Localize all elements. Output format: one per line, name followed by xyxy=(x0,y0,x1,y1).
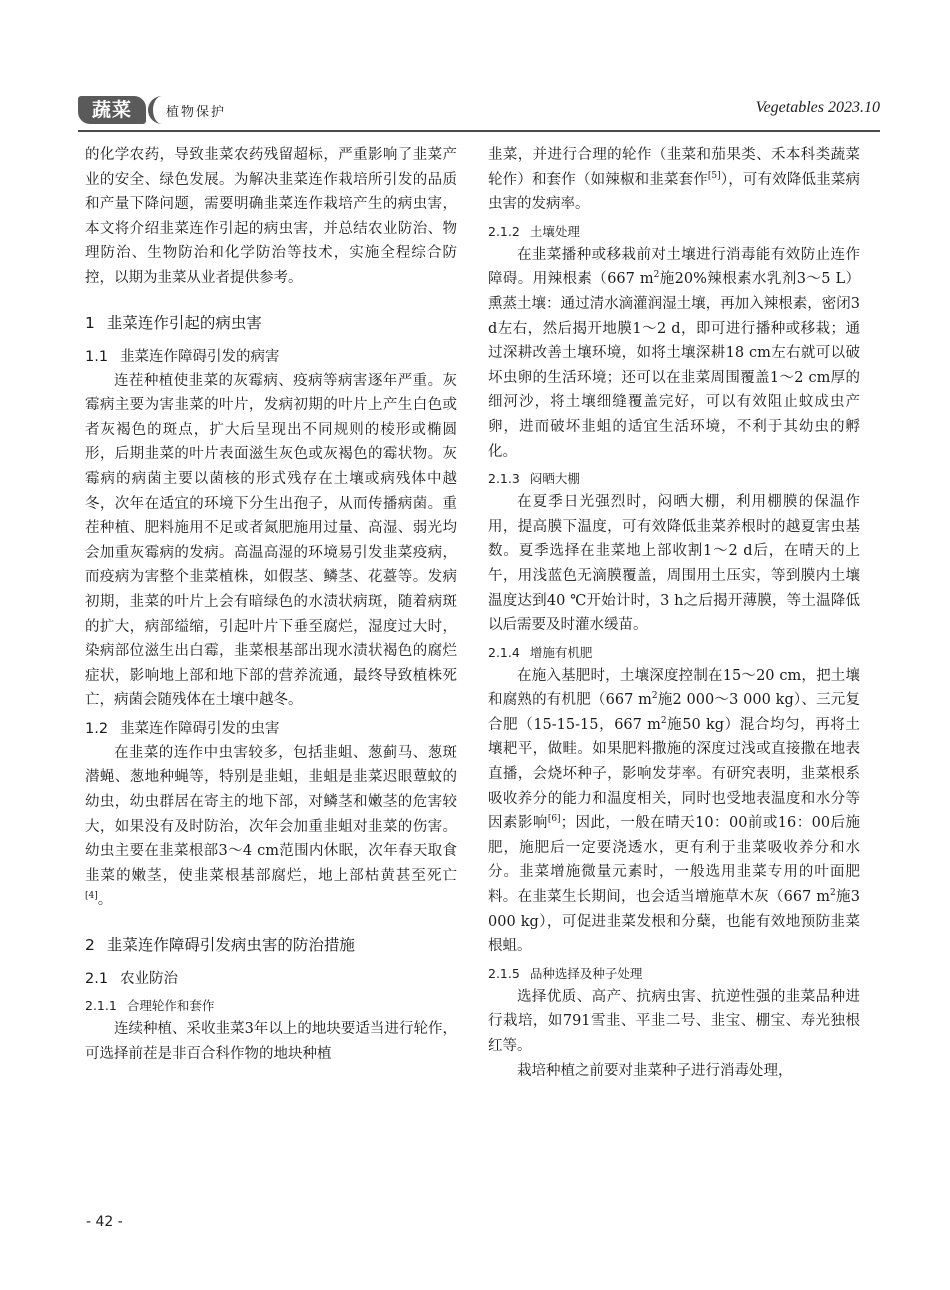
heading-number: 1.1 xyxy=(85,348,109,365)
heading-title: 韭菜连作障碍引发病虫害的防治措施 xyxy=(106,936,355,955)
heading-title: 韭菜连作障碍引发的虫害 xyxy=(120,720,280,737)
heading-2-1-1 xyxy=(85,995,457,1017)
right-column xyxy=(488,143,860,1083)
page-header xyxy=(78,96,880,126)
heading-number: 1.2 xyxy=(85,720,109,737)
paragraph-2-1-3: 在夏季日光强烈时，闷晒大棚，利用棚膜的保温作用，提高膜下温度，可有效降低韭菜养根时的越夏害虫基数。夏季选择在韭菜地上部收割1～2 d后，在晴天的上午，用浅蓝色无滴膜覆盖，周围用土压实，等到膜内土壤温度达到40 ℃开始计时，3 h之后揭开薄膜，等土温降低以后需要及时灌水缓苗。 xyxy=(488,494,860,634)
heading-number: 2.1.3 xyxy=(488,471,520,487)
heading-1 xyxy=(85,311,457,335)
citation: [5] xyxy=(707,170,721,181)
superscript: 2 xyxy=(829,888,836,899)
citation: [4] xyxy=(85,891,98,902)
heading-title: 增施有机肥 xyxy=(529,644,593,660)
text: 施20%辣根素水乳剂3～5 L）熏蒸土壤：通过清水滴灌润湿土壤，再加入辣根素，密闭3 d左右，然后揭开地膜1～2 d，即可进行播种或移栽；通过深耕改善土壤环境，如将土壤深耕18 cm左右就可以破坏虫卵的生活环境；还可以在韭菜周围覆盖1～2 cm厚的细河沙，将土壤细缝覆盖完好，可以有效阻止蚊成虫产卵，进而破坏韭蛆的适宜生活环境，不利于其幼虫的孵化。 xyxy=(488,271,860,460)
journal-issue: Vegetables 2023.10 xyxy=(755,99,880,116)
paragraph-2-1-4 xyxy=(488,664,860,959)
superscript: 2 xyxy=(651,691,658,702)
heading-title: 韭菜连作障碍引发的病害 xyxy=(120,348,280,365)
heading-2-1-4 xyxy=(488,642,860,664)
heading-2-1 xyxy=(85,967,457,991)
text: 。 xyxy=(97,892,113,909)
header-divider xyxy=(78,130,880,132)
text: 在韭菜的连作中虫害较多，包括韭蛆、葱蓟马、葱斑潜蝇、葱地种蝇等，特别是韭蛆，韭蛆是韭菜迟眼蕈蚊的幼虫，幼虫群居在寄主的地下部，对鳞茎和嫩茎的危害较大，如果没有及时防治，次年会加重韭蛆对韭菜的伤害。幼虫主要在韭菜根部3～4 cm范围内休眠，次年春天取食韭菜的嫩茎，使韭菜根基部腐烂，地上部枯黄甚至死亡 xyxy=(85,744,457,884)
paragraph-2-1-5: 选择优质、高产、抗病虫害、抗逆性强的韭菜品种进行栽培，如791雪韭、平韭二号、韭宝、棚宝、寿光独根红等。 xyxy=(488,988,860,1054)
paragraph-2-1-5-b: 栽培种植之前要对韭菜种子进行消毒处理， xyxy=(517,1062,793,1079)
paragraph-1-2 xyxy=(85,741,457,913)
section-name: 植物保护 xyxy=(166,105,227,120)
page-number: - 42 - xyxy=(86,1214,123,1230)
text: ；因此，一般在晴天10：00前或16：00后施肥，施肥后一定要浇透水，更有利于韭菜吸收养分和水分。韭菜增施微量元素时，一般选用韭菜专用的叶面肥料。在韭菜生长期间，也会适当增施草木灰（667 m xyxy=(488,815,860,906)
heading-title: 品种选择及种子处理 xyxy=(529,965,643,981)
intro-paragraph: 的化学农药，导致韭菜农药残留超标，严重影响了韭菜产业的安全、绿色发展。为解决韭菜连作栽培所引发的品质和产量下降问题，需要明确韭菜连作栽培产生的病虫害，本文将介绍韭菜连作引起的病虫害，并总结农业防治、物理防治、生物防治和化学防治等技术，实施全程综合防控，以期为韭菜从业者提供参考。 xyxy=(85,147,457,286)
heading-2 xyxy=(85,933,457,957)
text: ），可有效降低韭菜病虫害的发病率。 xyxy=(488,171,861,213)
text: 在施入基肥时，土壤深度控制在15～20 cm，把土壤和腐熟的有机肥（667 m xyxy=(488,667,860,709)
superscript: 2 xyxy=(653,270,660,281)
citation: [6] xyxy=(547,814,561,825)
text: 施2 000～3 000 kg）、三元复合肥（15-15-15，667 m xyxy=(488,692,860,733)
heading-title: 农业防治 xyxy=(120,971,179,988)
heading-1-1 xyxy=(85,345,457,369)
heading-2-1-2 xyxy=(488,221,860,243)
heading-title: 闷晒大棚 xyxy=(529,471,580,487)
left-column xyxy=(85,143,457,1066)
paragraph-1-1: 连茬种植使韭菜的灰霉病、疫病等病害逐年严重。灰霉病主要为害韭菜的叶片，发病初期的叶片上产生白色或者灰褐色的斑点，扩大后呈现出不同规则的棱形或椭圆形，后期韭菜的叶片表面滋生灰色或灰褐色的霉状物。灰霉病的病菌主要以菌核的形式残存在土壤或病残体中越冬，次年在适宜的环境下分生出孢子，从而传播病菌。重茬种植、肥料施用不足或者氮肥施用过量、高湿、弱光均会加重灰霉病的发病。高温高湿的环境易引发韭菜疫病，而疫病为害整个韭菜植株，如假茎、鳞茎、花薹等。发病初期，韭菜的叶片上会有暗绿色的水渍状病斑，随着病斑的扩大，病部缢缩，引起叶片下垂至腐烂，湿度过大时，染病部位滋生出白霉，韭菜根基部出现水渍状褐色的腐烂症状，影响地上部和地下部的营养流通，最终导致植株死亡，病菌会随残体在土壤中越冬。 xyxy=(85,372,457,709)
heading-number: 2.1.1 xyxy=(85,998,117,1014)
heading-2-1-3 xyxy=(488,468,860,490)
superscript: 2 xyxy=(660,716,667,727)
paragraph-2-1-1-continued xyxy=(488,143,860,217)
text: 韭菜，并进行合理的轮作（韭菜和茄果类、禾本科类蔬菜轮作）和套作（如辣椒和韭菜套作 xyxy=(488,147,860,188)
heading-number: 2.1.4 xyxy=(488,644,520,660)
logo-bracket-decoration xyxy=(148,96,162,124)
heading-title: 土壤处理 xyxy=(529,223,580,239)
heading-number: 2.1.2 xyxy=(488,223,520,239)
text: 施50 kg）混合均匀，再将土壤耙平，做畦。如果肥料撒施的深度过浅或直接撒在地表直播，会烧坏种子，影响发芽率。有研究表明，韭菜根系吸收养分的能力和温度相关，同时也受地表温度和水分等因素影响 xyxy=(488,716,860,832)
journal-logo: 蔬菜 xyxy=(78,96,146,124)
heading-number: 1 xyxy=(85,313,95,332)
paragraph-2-1-2 xyxy=(488,243,860,464)
heading-number: 2 xyxy=(85,936,95,955)
heading-2-1-5 xyxy=(488,963,860,985)
heading-number: 2.1 xyxy=(85,971,109,988)
text: 施3 000 kg），可促进韭菜发根和分蘖，也能有效地预防韭菜根蛆。 xyxy=(488,889,860,955)
heading-title: 韭菜连作引起的病虫害 xyxy=(106,313,262,332)
heading-number: 2.1.5 xyxy=(488,965,520,981)
paragraph-2-1-1: 连续种植、采收韭菜3年以上的地块要适当进行轮作，可选择前茬是非百合科作物的地块种植 xyxy=(85,1021,457,1062)
heading-title: 合理轮作和套作 xyxy=(126,998,215,1014)
text: 在韭菜播种或移栽前对土壤进行消毒能有效防止连作障碍。用辣根素（667 m xyxy=(488,246,860,288)
heading-1-2 xyxy=(85,717,457,741)
